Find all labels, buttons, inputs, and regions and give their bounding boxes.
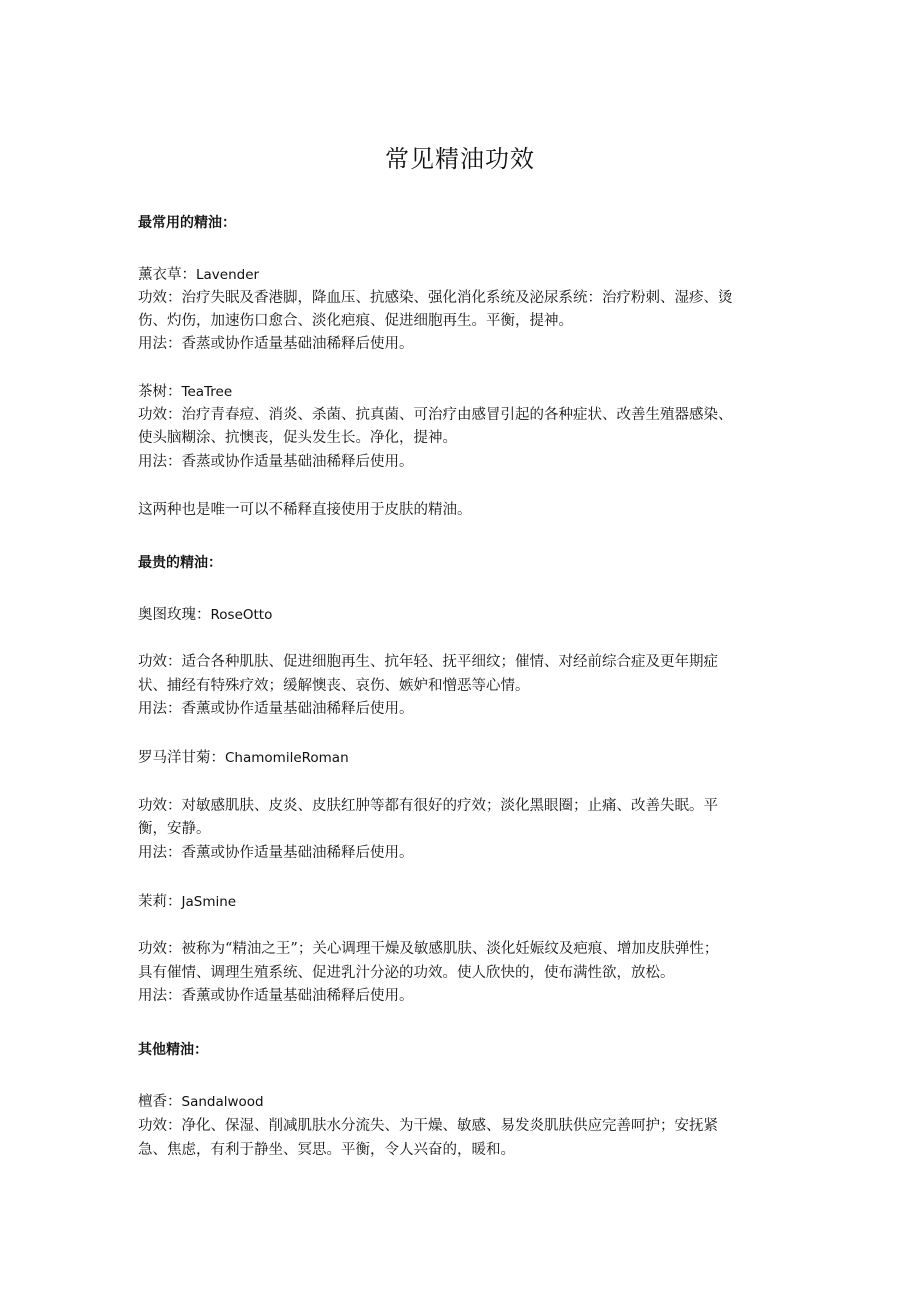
oil-name-cn: 檀香： [138, 1094, 182, 1110]
oil-name-en: ChamomileRoman [225, 750, 349, 766]
oil-name-en: RoseOtto [210, 607, 273, 623]
oil-name-cn: 茉莉： [138, 894, 182, 910]
oil-usage: 用法：香蒸或协作适量基础油稀释后使用。 [138, 454, 414, 470]
section-heading-others: 其他精油： [138, 1042, 208, 1058]
oil-usage: 用法：香薰或协作适量基础油稀释后使用。 [138, 701, 414, 717]
oil-name-roseotto [138, 604, 788, 626]
oil-name-cn: 奥图玫瑰： [138, 607, 211, 623]
section-note: 这两种也是唯一可以不稀释直接使用于皮肤的精油。 [138, 502, 472, 518]
oil-name-en: Lavender [196, 267, 260, 283]
oil-effect-line: 伤、灼伤，加速伤口愈合、淡化疤痕、促进细胞再生。平衡，提神。 [138, 313, 573, 329]
oil-name-cn: 茶树： [138, 384, 182, 400]
oil-effect-line: 功效：对敏感肌肤、皮炎、皮肤红肿等都有很好的疗效；淡化黑眼圈；止痛、改善失眠。平 [138, 798, 718, 814]
oil-name-chamomile [138, 747, 788, 769]
oil-effect-line: 功效：净化、保湿、削减肌肤水分流失、为干燥、敏感、易发炎肌肤供应完善呵护；安抚紧 [138, 1118, 718, 1134]
oil-effect-line: 衡，安静。 [138, 821, 211, 837]
oil-effect-line: 功效：治疗失眠及香港脚，降血压、抗感染、强化消化系统及泌尿系统：治疗粉刺、湿疹、烫 [138, 290, 733, 306]
oil-name-en: JaSmine [181, 894, 237, 910]
oil-effect-line: 状、捕经有特殊疗效；缓解懊丧、哀伤、嫉妒和憎恶等心情。 [138, 678, 530, 694]
oil-effect-line: 功效：治疗青春痘、消炎、杀菌、抗真菌、可治疗由感冒引起的各种症状、改善生殖器感染、 [138, 407, 733, 423]
oil-usage: 用法：香薰或协作适量基础油稀释后使用。 [138, 988, 414, 1004]
section-heading-most-expensive: 最贵的精油： [138, 555, 222, 571]
oil-name-cn: 薰衣草： [138, 267, 196, 283]
oil-name-en: Sandalwood [181, 1094, 264, 1110]
oil-effect-line: 使头脑糊涂、抗懊丧，促头发生长。净化，提神。 [138, 430, 457, 446]
oil-effect-line: 功效：被称为“精油之王”；关心调理干燥及敏感肌肤、淡化妊娠纹及疤痕、增加皮肤弹性； [138, 941, 719, 957]
oil-usage: 用法：香薰或协作适量基础油稀释后使用。 [138, 845, 414, 861]
oil-effect-line: 具有催情、调理生殖系统、促进乳汁分泌的功效。使人欣快的，使布满性欲，放松。 [138, 965, 675, 981]
oil-name-cn: 罗马洋甘菊： [138, 750, 225, 766]
oil-name-teatree [138, 381, 788, 403]
page-title: 常见精油功效 [385, 145, 535, 173]
oil-name-lavender [138, 264, 788, 286]
oil-name-jasmine [138, 891, 788, 913]
oil-effect-line: 急、焦虑，有利于静坐、冥思。平衡，令人兴奋的，暖和。 [138, 1142, 515, 1158]
section-heading-most-used: 最常用的精油： [138, 215, 236, 231]
oil-name-en: TeaTree [181, 384, 233, 400]
oil-name-sandalwood [138, 1091, 788, 1113]
oil-usage: 用法：香蒸或协作适量基础油稀释后使用。 [138, 336, 414, 352]
oil-effect-line: 功效：适合各种肌肤、促进细胞再生、抗年轻、抚平细纹；催情、对经前综合症及更年期症 [138, 654, 718, 670]
